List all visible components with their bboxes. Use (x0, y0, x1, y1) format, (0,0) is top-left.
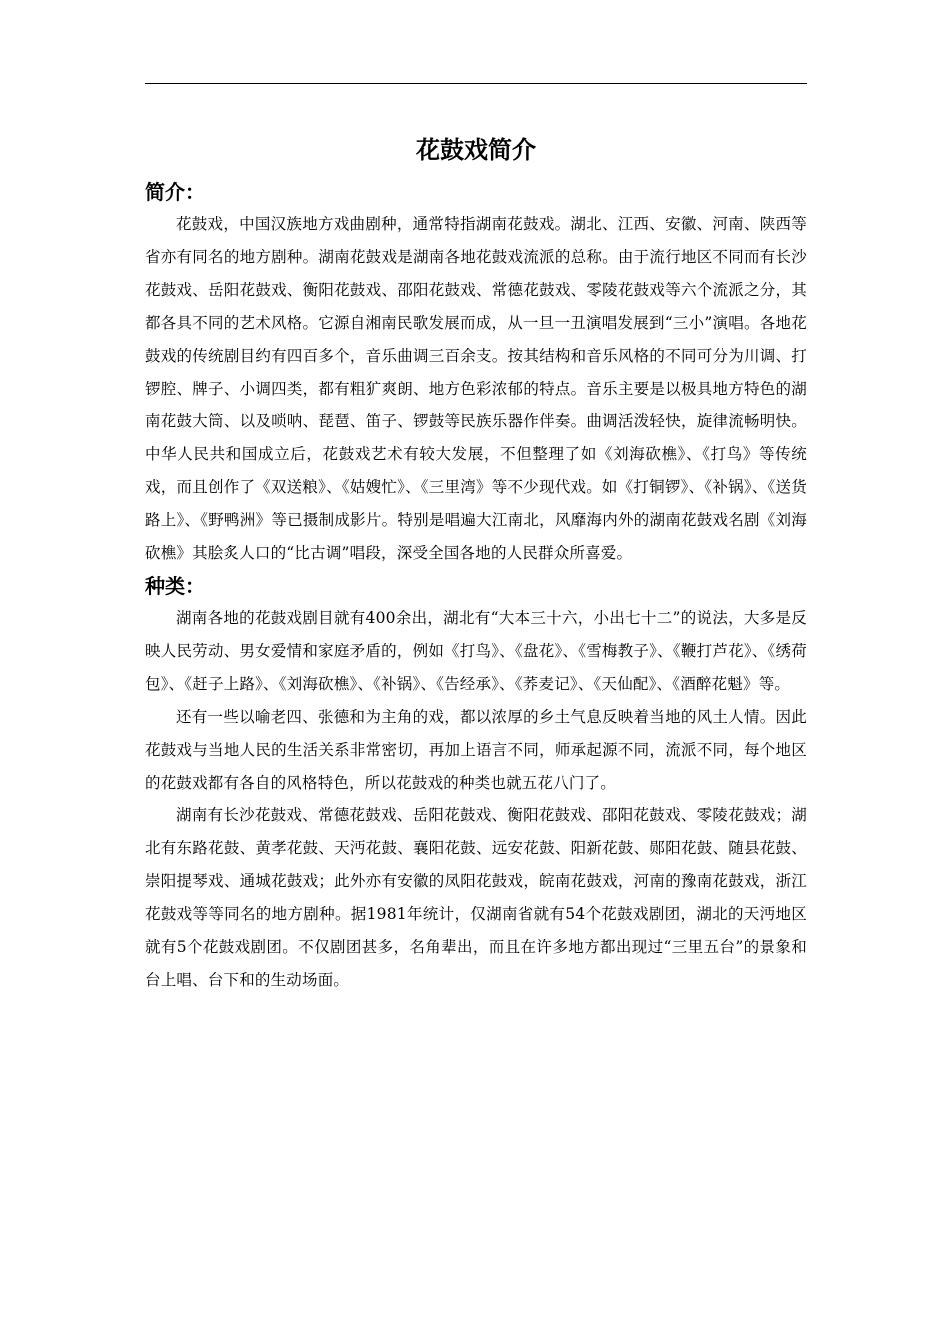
paragraph: 还有一些以喻老四、张德和为主角的戏，都以浓厚的乡土气息反映着当地的风土人情。因此花鼓戏与当地人民的生活关系非常密切，再加上语言不同，师承起源不同，流派不同，每个地区的花鼓戏都有各自的风格特色，所以花鼓戏的种类也就五花八门了。 (145, 707, 807, 792)
paragraph: 湖南有长沙花鼓戏、常德花鼓戏、岳阳花鼓戏、衡阳花鼓戏、邵阳花鼓戏、零陵花鼓戏；湖北有东路花鼓、黄孝花鼓、天沔花鼓、襄阳花鼓、远安花鼓、阳新花鼓、郧阳花鼓、随县花鼓、崇阳提琴戏、通城花鼓戏；此外亦有安徽的凤阳花鼓戏，皖南花鼓戏，河南的豫南花鼓戏，浙江花鼓戏等等同名的地方剧种。据1981年统计，仅湖南省就有54个花鼓戏剧团，湖北的天沔地区就有5个花鼓戏剧团。不仅剧团甚多，名角辈出，而且在许多地方都出现过“三里五台”的景象和台上唱、台下和的生动场面。 (145, 806, 807, 989)
section-heading-intro: 简介： (145, 180, 205, 204)
document-title: 花鼓戏简介 (416, 136, 536, 164)
section-types (145, 570, 807, 997)
paragraph: 湖南各地的花鼓戏剧目就有400余出，湖北有“大本三十六，小出七十二”的说法，大多是反映人民劳动、男女爱情和家庭矛盾的，例如《打鸟》、《盘花》、《雪梅教子》、《鞭打芦花》、《绣荷包》、《赶子上路》、《刘海砍樵》、《补锅》、《告经承》、《荞麦记》、《天仙配》、《酒醉花魁》等。 (145, 608, 807, 693)
paragraph: 花鼓戏，中国汉族地方戏曲剧种，通常特指湖南花鼓戏。湖北、江西、安徽、河南、陕西等省亦有同名的地方剧种。湖南花鼓戏是湖南各地花鼓戏流派的总称。由于流行地区不同而有长沙花鼓戏、岳阳花鼓戏、衡阳花鼓戏、邵阳花鼓戏、常德花鼓戏、零陵花鼓戏等六个流派之分，其都各具不同的艺术风格。它源自湘南民歌发展而成，从一旦一丑演唱发展到“三小”演唱。各地花鼓戏的传统剧目约有四百多个，音乐曲调三百余支。按其结构和音乐风格的不同可分为川调、打锣腔、牌子、小调四类，都有粗犷爽朗、地方色彩浓郁的特点。音乐主要是以极具地方特色的湖南花鼓大筒、以及唢呐、琵琶、笛子、锣鼓等民族乐器作伴奏。曲调活泼轻快，旋律流畅明快。中华人民共和国成立后，花鼓戏艺术有较大发展，不但整理了如《刘海砍樵》、《打鸟》等传统戏，而且创作了《双送粮》、《姑嫂忙》、《三里湾》等不少现代戏。如《打铜锣》、《补锅》、《送货路上》、《野鸭洲》等已摄制成影片。特别是唱遍大江南北，风靡海内外的湖南花鼓戏名剧《刘海砍樵》其脍炙人口的“比古调”唱段，深受全国各地的人民群众所喜爱。 (145, 215, 807, 563)
header-rule (145, 83, 807, 84)
section-heading-types: 种类： (145, 573, 205, 598)
document-body (145, 128, 807, 997)
section-intro (145, 176, 807, 570)
